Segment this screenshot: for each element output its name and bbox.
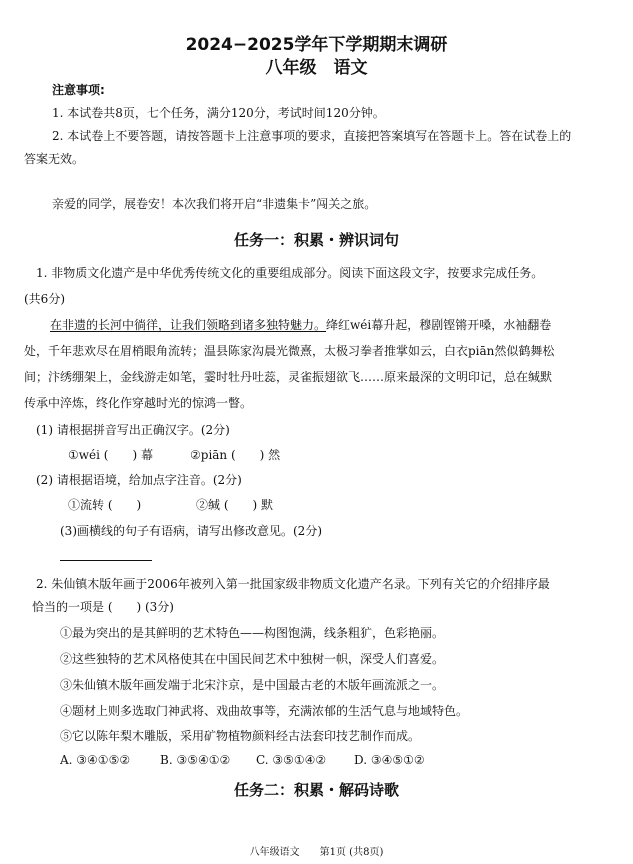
passage-line-1-rest: 绛红wéi幕升起，穆剧铿锵开嗓，水袖翻卷 bbox=[326, 318, 552, 332]
passage-line-1 bbox=[50, 316, 551, 334]
sub-question-1: (1) 请根据拼音写出正确汉字。(2分) bbox=[36, 423, 230, 437]
statement-3: ③朱仙镇木版年画发端于北宋汴京，是中国最古老的木版年画流派之一。 bbox=[60, 678, 445, 692]
option-b: B. ③⑤④①② bbox=[160, 753, 231, 767]
option-d: D. ③④⑤①② bbox=[354, 753, 425, 767]
sub2-item-1: ①流转 ( ) bbox=[68, 498, 142, 512]
sub1-item-2: ②piān ( ) 然 bbox=[190, 448, 281, 462]
q1-score: (共6分) bbox=[24, 292, 65, 306]
notes-label: 注意事项: bbox=[52, 83, 105, 97]
sub2-item-2: ②缄 ( ) 默 bbox=[196, 498, 273, 512]
answer-line bbox=[60, 560, 152, 561]
notes-item-1: 1. 本试卷共8页，七个任务，满分120分，考试时间120分钟。 bbox=[52, 106, 385, 120]
statement-2: ②这些独特的艺术风格使其在中国民间艺术中独树一帜，深受人们喜爱。 bbox=[60, 652, 445, 666]
sub-question-2: (2) 请根据语境，给加点字注音。(2分) bbox=[36, 473, 242, 487]
q2-stem: 2. 朱仙镇木版年画于2006年被列入第一批国家级非物质文化遗产名录。下列有关它的介绍排序最 bbox=[36, 577, 550, 591]
task2-heading: 任务二：积累・解码诗歌 bbox=[233, 781, 399, 799]
task1-heading: 任务一：积累・辨识词句 bbox=[233, 231, 399, 249]
q2-stem-cont: 恰当的一项是 ( ) (3分) bbox=[32, 600, 174, 614]
underlined-sentence: 在非遗的长河中徜徉，让我们领略到诸多独特魅力。 bbox=[50, 318, 327, 332]
passage-line-4: 传承中淬炼，终化作穿越时光的惊鸿一瞥。 bbox=[24, 396, 253, 410]
statement-4: ④题材上则多选取门神武将、戏曲故事等，充满浓郁的生活气息与地域特色。 bbox=[60, 704, 469, 718]
option-a: A. ③④①⑤② bbox=[60, 753, 131, 767]
sub1-item-1: ①wéi ( ) 幕 bbox=[68, 448, 153, 462]
intro-text: 亲爱的同学，展卷安！本次我们将开启“非遗集卡”闯关之旅。 bbox=[52, 197, 377, 211]
statement-1: ①最为突出的是其鲜明的艺术特色——构图饱满，线条粗犷，色彩艳丽。 bbox=[60, 626, 445, 640]
notes-item-2: 2. 本试卷上不要答题，请按答题卡上注意事项的要求，直接把答案填写在答题卡上。答在试卷上的 bbox=[52, 129, 572, 143]
passage-line-2: 处，千年悲欢尽在眉梢眼角流转；温县陈家沟晨光微熹，太极习拳者推掌如云，白衣piān然似鹤舞松 bbox=[24, 344, 555, 358]
sub-question-3: (3)画横线的句子有语病，请写出修改意见。(2分) bbox=[60, 524, 322, 538]
q1-stem: 1. 非物质文化遗产是中华优秀传统文化的重要组成部分。阅读下面这段文字，按要求完成任务。 bbox=[36, 266, 544, 280]
notes-item-2-cont: 答案无效。 bbox=[24, 152, 85, 166]
page-footer: 八年级语文 第1页 (共8页) bbox=[249, 847, 384, 858]
exam-title: 2024−2025学年下学期期末调研 bbox=[185, 35, 448, 55]
exam-subtitle: 八年级 语文 bbox=[265, 58, 368, 78]
option-c: C. ③⑤①④② bbox=[256, 753, 327, 767]
passage-line-3: 间；汴绣绷架上，金线游走如笔，霎时牡丹吐蕊，灵雀振翅欲飞……原来最深的文明印记，总在缄默 bbox=[24, 370, 553, 384]
statement-5: ⑤它以陈年梨木雕版，采用矿物植物颜料经古法套印技艺制作而成。 bbox=[60, 729, 421, 743]
